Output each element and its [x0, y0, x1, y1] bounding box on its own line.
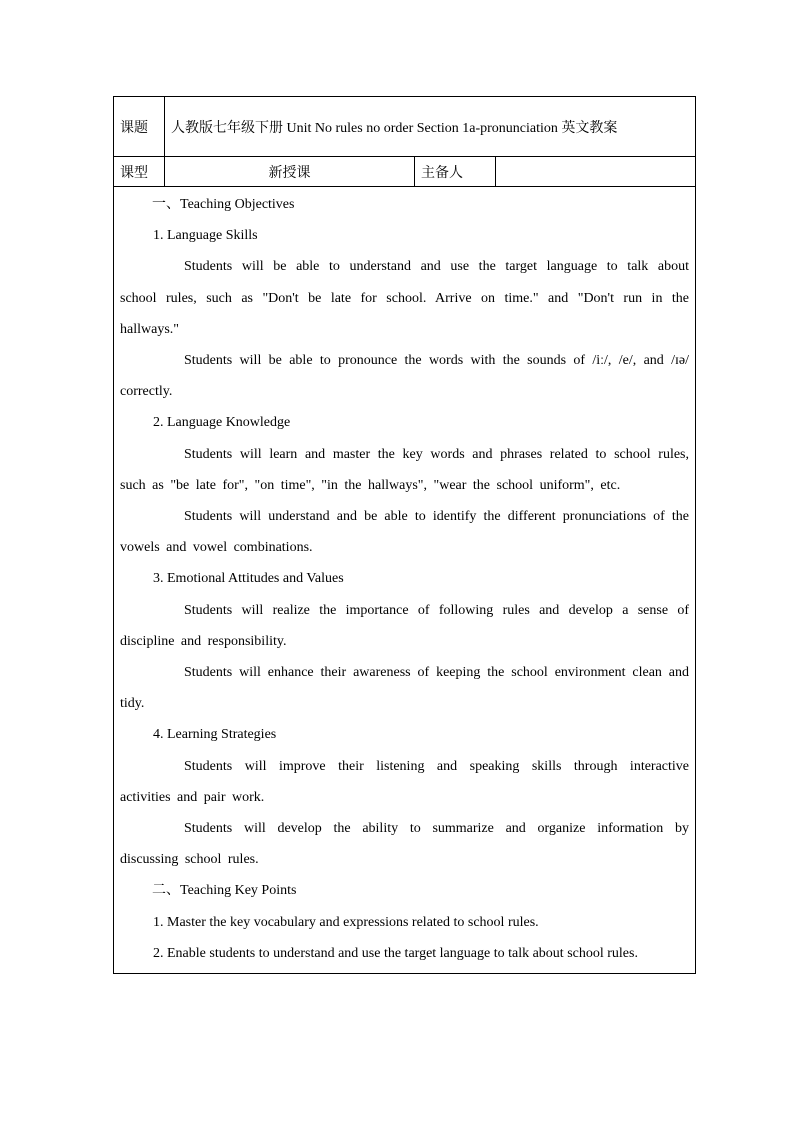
paragraph: Students will enhance their awareness of keeping the school environment clean and tidy.: [120, 665, 690, 712]
lesson-title: 人教版七年级下册 Unit No rules no order Section 1a-pronunciation 英文教案: [165, 97, 696, 157]
section-heading-key-points: 二、Teaching Key Points: [152, 883, 297, 899]
preparer-label: 主备人: [415, 157, 496, 187]
subheading-learning-strategies: 4. Learning Strategies: [153, 727, 277, 743]
content-row: [114, 187, 696, 974]
preparer-value: [496, 157, 696, 187]
paragraph: Students will realize the importance of following rules and develop a sense of discipline and responsibility.: [120, 602, 690, 649]
paragraph: Students will improve their listening and speaking skills through interactive activities and pair work.: [120, 758, 690, 805]
title-row: [114, 97, 696, 157]
subheading-language-skills: 1. Language Skills: [153, 228, 258, 244]
type-label: 课型: [114, 157, 165, 187]
type-row: [114, 157, 696, 187]
subheading-language-knowledge: 2. Language Knowledge: [153, 415, 291, 431]
type-value: 新授课: [165, 157, 415, 187]
key-point-item: 1. Master the key vocabulary and expressions related to school rules.: [153, 914, 539, 930]
title-label: 课题: [114, 97, 165, 157]
paragraph: Students will learn and master the key words and phrases related to school rules, such as "be late for", "on time", "in the hallways", "wear the school uniform", etc.: [120, 446, 690, 493]
content-cell: [114, 187, 696, 974]
lesson-plan-table: [113, 96, 696, 974]
paragraph: Students will be able to pronounce the words with the sounds of /iː/, /e/, and /ɪə/ correctly.: [120, 353, 690, 400]
paragraph: Students will understand and be able to identify the different pronunciations of the vowels and vowel combinations.: [120, 509, 690, 556]
subheading-emotional-attitudes: 3. Emotional Attitudes and Values: [153, 571, 344, 587]
paragraph: Students will develop the ability to summarize and organize information by discussing school rules.: [120, 821, 690, 868]
paragraph: Students will be able to understand and use the target language to talk about school rules, such as "Don't be late for school. Arrive on time." and "Don't run in the hallways.": [120, 259, 690, 337]
section-heading-objectives: 一、Teaching Objectives: [152, 197, 295, 212]
key-point-item: 2. Enable students to understand and use the target language to talk about school rules.: [153, 945, 638, 961]
